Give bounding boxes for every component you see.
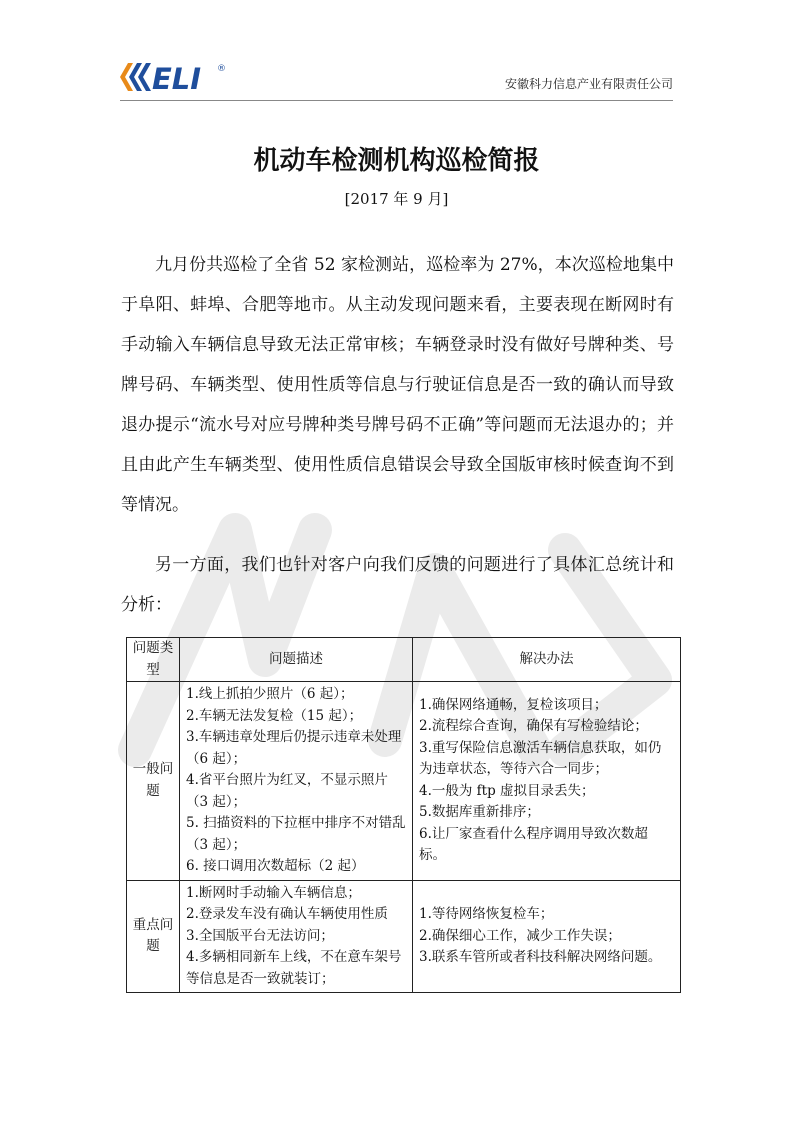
header-issue-type: 问题类型 xyxy=(127,638,180,682)
company-name: 安徽科力信息产业有限责任公司 xyxy=(504,77,673,91)
list-item: 5.数据库重新排序； xyxy=(419,804,540,821)
table-row-key xyxy=(127,880,681,993)
list-item: 2.流程综合查询，确保有写检验结论； xyxy=(419,718,648,735)
list-item: 3.联系车管所或者科技科解决网络问题。 xyxy=(419,949,662,965)
list-item: 5. 扫描资料的下拉框中排序不对错乱（3 起）； xyxy=(186,815,406,853)
intro-paragraph: 九月份共巡检了全省 52 家检测站，巡检率为 27%，本次巡检地集中于阜阳、蚌埠、合肥等地市。从主动发现问题来看，主要表现在断网时有手动输入车辆信息导致无法正常审核；车辆登录时没有做好号牌种类、号牌号码、车辆类型、使用性质等信息与行驶证信息是否一致的确认而导致退办提示“流水号对应号牌种类号牌号码不正确”等问题而无法退办的；并且由此产生车辆类型、使用性质信息错误会导致全国版审核时候查询不到等情况。 xyxy=(121,255,674,515)
issue-type-cell: 一般问题 xyxy=(127,682,180,881)
header-divider xyxy=(120,100,673,101)
list-item: 4.省平台照片为红叉，不显示照片（3 起）； xyxy=(186,772,388,810)
list-item: 6. 接口调用次数超标（2 起） xyxy=(186,858,365,874)
list-item: 6.让厂家查看什么程序调用导致次数超标。 xyxy=(419,825,648,864)
table-row-general xyxy=(127,682,681,881)
issues-table xyxy=(126,637,681,993)
logo-text: ELI xyxy=(152,62,202,94)
solution-cell xyxy=(413,880,681,993)
list-item: 1.确保网络通畅，复检该项目； xyxy=(419,696,608,713)
list-item: 1.线上抓拍少照片（6 起）； xyxy=(186,686,354,702)
list-item: 2.登录发车没有确认车辆使用性质 xyxy=(186,906,388,922)
list-item: 1.等待网络恢复检车； xyxy=(419,906,554,922)
header-issue-description: 问题描述 xyxy=(180,638,413,682)
solution-cell xyxy=(413,682,681,881)
list-item: 4.一般为 ftp 虚拟目录丢失； xyxy=(419,782,595,799)
list-item: 1.断网时手动输入车辆信息； xyxy=(186,884,361,901)
list-item: 2.车辆无法发复检（15 起）； xyxy=(186,707,363,724)
logo-registered-mark: ® xyxy=(217,64,226,74)
logo-chevrons-icon xyxy=(120,63,151,91)
table-header-row xyxy=(127,638,681,682)
issue-type-cell: 重点问题 xyxy=(127,880,180,993)
page-title: 机动车检测机构巡检简报 xyxy=(253,146,540,176)
issue-description-cell xyxy=(180,682,413,881)
list-item: 4.多辆相同新车上线，不在意车架号等信息是否一致就装订； xyxy=(186,949,402,987)
report-date: [2017 年 9 月] xyxy=(344,190,449,208)
summary-paragraph: 另一方面，我们也针对客户向我们反馈的问题进行了具体汇总统计和分析： xyxy=(121,555,674,615)
header-solution: 解决办法 xyxy=(413,638,681,682)
issue-description-cell xyxy=(180,880,413,993)
list-item: 3.车辆违章处理后仍提示违章未处理（6 起）； xyxy=(186,729,402,767)
company-logo xyxy=(120,60,230,94)
list-item: 3.全国版平台无法访问； xyxy=(186,927,334,944)
list-item: 3.重写保险信息激活车辆信息获取，如仍为违章状态，等待六合一同步； xyxy=(419,739,662,778)
list-item: 2.确保细心工作，减少工作失误； xyxy=(419,927,621,944)
